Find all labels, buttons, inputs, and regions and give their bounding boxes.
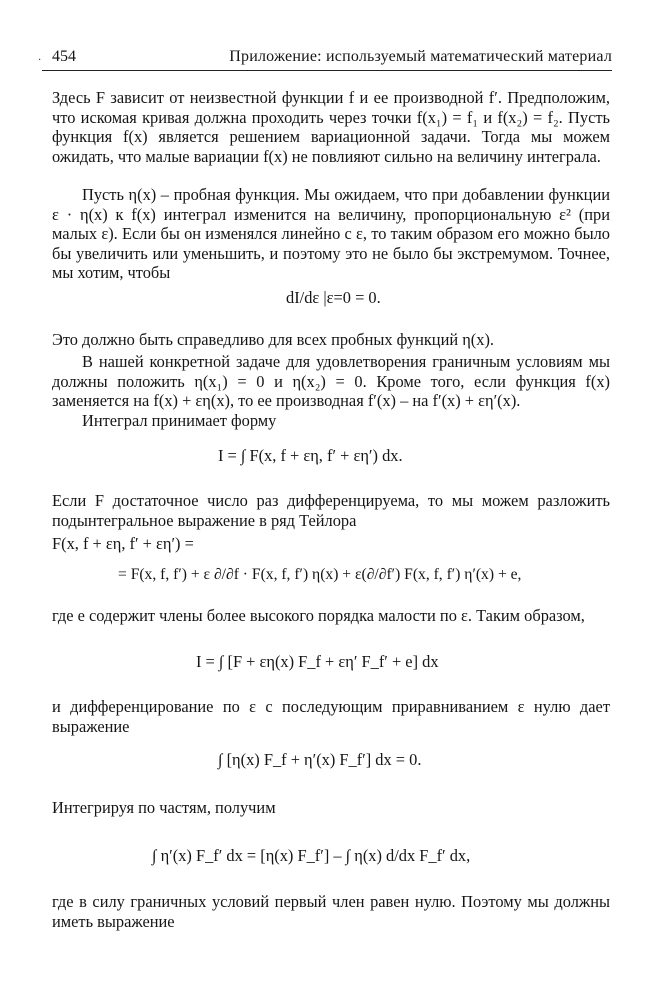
equation-taylor-rhs-text: = F(x, f, f′) + ε ∂/∂f · F(x, f, f′) η(x) + ε(∂/∂f′) F(x, f, f′) η′(x) + e,: [118, 566, 522, 583]
paragraph-6: [52, 491, 610, 530]
paragraph-3-text: Это должно быть справедливо для всех пробных функций η(x).: [52, 330, 495, 349]
equation-variation-zero: [218, 750, 421, 770]
equation-taylor-lhs: [52, 534, 194, 554]
paragraph-7: [52, 606, 610, 626]
paragraph-8-text: и дифференцирование по ε с последующим приравниванием ε нулю дает выражение: [52, 697, 610, 736]
paragraph-2: [52, 185, 610, 283]
equation-integral-expanded-text: I = ∫ [F + εη(x) F_f + εη′ F_f′ + e] dx: [196, 652, 439, 671]
paragraph-4-text: В нашей конкретной задаче для удовлетворения граничным условиям мы должны положить η(x₁) = 0 и η(x₂) = 0. Кроме того, если функция f(x) заменяется на f(x) + εη(x), то ее производная f′(x) – на f′(x) + εη′(x).: [52, 352, 610, 411]
paragraph-8: [52, 697, 610, 736]
paragraph-3: [52, 330, 610, 350]
equation-integral-expanded: [196, 652, 439, 672]
paragraph-1-text: Здесь F зависит от неизвестной функции f и ее производной f′. Предположим, что искомая кривая должна проходить через точки f(x₁) = f₁ и f(x₂) = f₂. Пусть функция f(x) является решением вариационной задачи. Тогда мы можем ожидать, что малые вариации f(x) не повлияют сильно на величину интеграла.: [52, 88, 610, 166]
equation-integral-form: [218, 446, 403, 466]
page-number: 454: [52, 48, 76, 65]
equation-by-parts: [152, 846, 470, 866]
paragraph-7-text: где e содержит члены более высокого порядка малости по ε. Таким образом,: [52, 606, 585, 625]
equation-derivative: [286, 288, 381, 308]
running-header: [42, 48, 612, 71]
equation-taylor-lhs-text: F(x, f + εη, f′ + εη′) =: [52, 534, 194, 553]
running-title: Приложение: используемый математический материал: [229, 48, 612, 65]
paragraph-1: [52, 88, 610, 166]
equation-variation-zero-text: ∫ [η(x) F_f + η′(x) F_f′] dx = 0.: [218, 750, 422, 769]
paragraph-5: [52, 411, 610, 431]
paragraph-6-text: Если F достаточное число раз дифференцируема, то мы можем разложить подынтегральное выражение в ряд Тейлора: [52, 491, 610, 530]
paragraph-5-text: Интеграл принимает форму: [82, 411, 277, 430]
paragraph-2-text: Пусть η(x) – пробная функция. Мы ожидаем, что при добавлении функции ε · η(x) к f(x) интеграл изменится на величину, пропорциональную ε² (при малых ε). Если бы он изменялся линейно с ε, то таким образом его можно было бы увеличить или уменьшить, и поэтому это не было бы экстремумом. Точнее, мы хотим, чтобы: [52, 185, 610, 283]
paragraph-9-text: Интегрируя по частям, получим: [52, 798, 276, 817]
paragraph-4: [52, 352, 610, 411]
equation-integral-form-text: I = ∫ F(x, f + εη, f′ + εη′) dx.: [218, 446, 403, 465]
equation-derivative-text: dI/dε |ε=0 = 0.: [286, 288, 381, 307]
paragraph-10-text: где в силу граничных условий первый член равен нулю. Поэтому мы должны иметь выражение: [52, 892, 610, 931]
equation-by-parts-text: ∫ η′(x) F_f′ dx = [η(x) F_f′] – ∫ η(x) d/dx F_f′ dx,: [152, 846, 471, 865]
paragraph-9: [52, 798, 610, 818]
margin-mark: ·: [38, 55, 42, 66]
paragraph-10: [52, 892, 610, 931]
equation-taylor-rhs: [118, 566, 521, 584]
